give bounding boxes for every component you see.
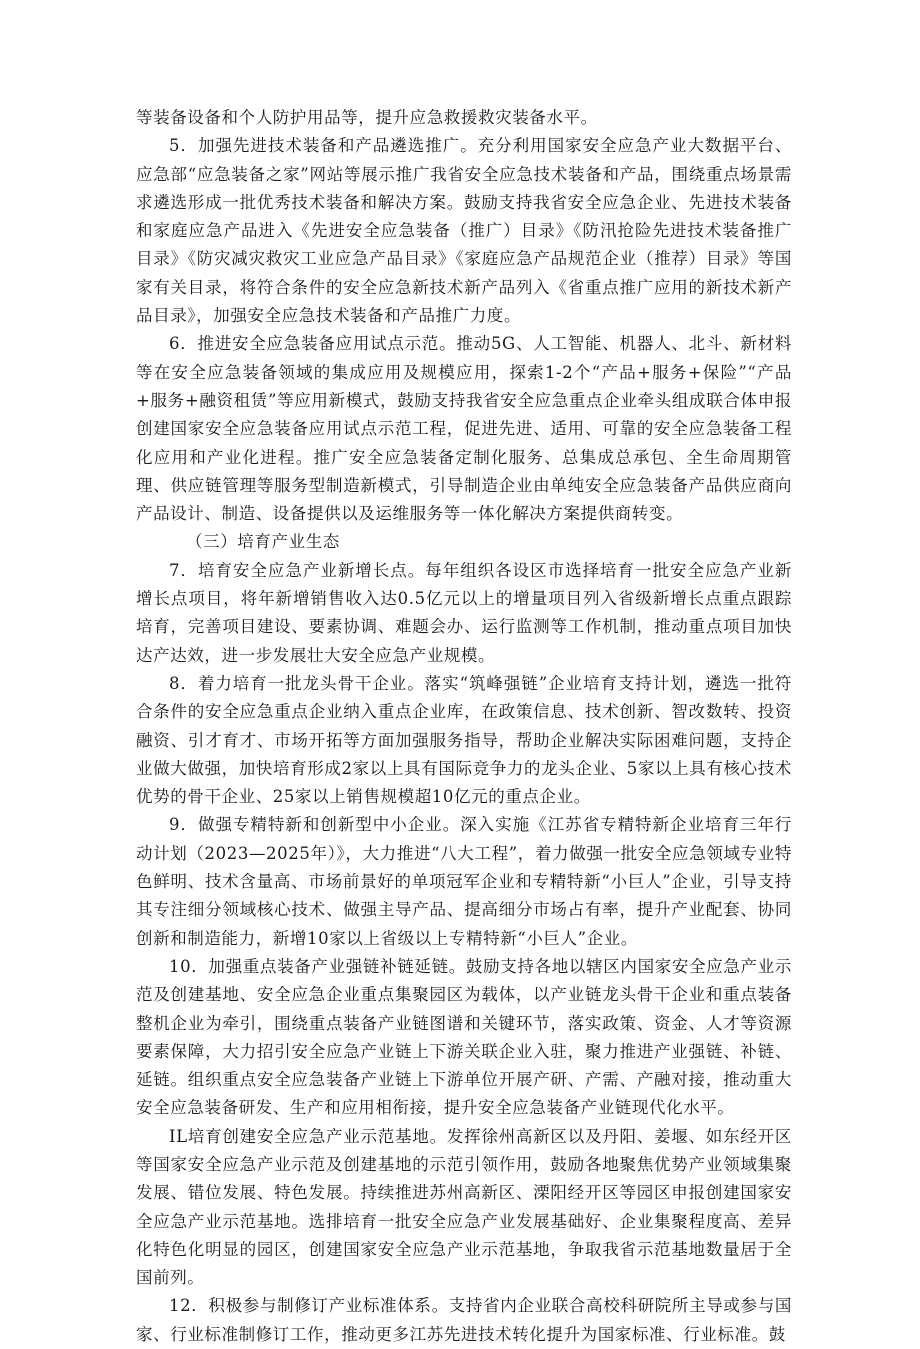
paragraph-item-7-growth-points: 7．培育安全应急产业新增长点。每年组织各设区市选择培育一批安全应急产业新增长点项目，将年新增销售收入达0.5亿元以上的增量项目列入省级新增长点重点跟踪培育，完善项目建设、要素协调、难题会办、运行监测等工作机制，推动重点项目加快达产达效，进一步发展壮大安全应急产业规模。 — [136, 560, 792, 665]
paragraph-item-8-leading-enterprises: 8．着力培育一批龙头骨干企业。落实“筑峰强链”企业培育支持计划，遴选一批符合条件的安全应急重点企业纳入重点企业库，在政策信息、技术创新、智改数转、投资融资、引才育才、市场开拓等方面加强服务指导，帮助企业解决实际困难问题，支持企业做大做强，加快培育形成2家以上具有国际竞争力的龙头企业、5家以上具有核心技术优势的骨干企业、25家以上销售规模超10亿元的重点企业。 — [136, 673, 792, 807]
paragraph-item-10-industry-chain: 10．加强重点装备产业强链补链延链。鼓励支持各地以辖区内国家安全应急产业示范及创建基地、安全应急企业重点集聚园区为载体，以产业链龙头骨干企业和重点装备整机企业为牵引，围绕重点装备产业链图谱和关键环节，落实政策、资金、人才等资源要素保障，大力招引安全应急产业链上下游关联企业入驻，聚力推进产业强链、补链、延链。组织重点安全应急装备产业链上下游单位开展产研、产需、产融对接，推动重大安全应急装备研发、生产和应用相衔接，提升安全应急装备产业链现代化水平。 — [136, 956, 792, 1118]
paragraph-item-12-standards: 12．积极参与制修订产业标准体系。支持省内企业联合高校科研院所主导或参与国家、行业标准制修订工作，推动更多江苏先进技术转化提升为国家标准、行业标准。鼓 — [136, 1296, 792, 1344]
paragraph-equipment-level: 等装备设备和个人防护用品等，提升应急救援救灾装备水平。 — [136, 108, 598, 127]
document-page — [136, 104, 792, 1349]
section-heading-industry-ecology: （三）培育产业生态 — [186, 532, 340, 552]
paragraph-item-5-technology-promotion: 5．加强先进技术装备和产品遴选推广。充分利用国家安全应急产业大数据平台、应急部“应急装备之家”网站等展示推广我省安全应急技术装备和产品，围绕重点场景需求遴选形成一批优秀技术装备和解决方案。鼓励支持我省安全应急企业、先进技术装备和家庭应急产品进入《先进安全应急装备（推广）目录》《防汛抢险先进技术装备推广目录》《防灾减灾救灾工业应急产品目录》《家庭应急产品规范企业（推荐）目录》等国家有关目录，将符合条件的安全应急新技术新产品列入《省重点推广应用的新技术新产品目录》，加强安全应急技术装备和产品推广力度。 — [136, 136, 792, 326]
paragraph-item-6-application-pilot: 6．推进安全应急装备应用试点示范。推动5G、人工智能、机器人、北斗、新材料等在安全应急装备领域的集成应用及规模应用，探索1-2个“产品+服务+保险”“产品+服务+融资租赁”等应用新模式，鼓励支持我省安全应急重点企业牵头组成联合体申报创建国家安全应急装备应用试点示范工程，促进先进、适用、可靠的安全应急装备工程化应用和产业化进程。推广安全应急装备定制化服务、总集成总承包、全生命周期管理、供应链管理等服务型制造新模式，引导制造企业由单纯安全应急装备产品供应商向产品设计、制造、设备提供以及运维服务等一体化解决方案提供商转变。 — [136, 334, 792, 524]
paragraph-item-9-specialized-smes: 9．做强专精特新和创新型中小企业。深入实施《江苏省专精特新企业培育三年行动计划（2023—2025年）》，大力推进“八大工程”，着力做强一批安全应急领域专业特色鲜明、技术含量高、市场前景好的单项冠军企业和专精特新“小巨人”企业，引导支持其专注细分领域核心技术、做强主导产品、提高细分市场占有率，提升产业配套、协同创新和制造能力，新增10家以上省级以上专精特新“小巨人”企业。 — [136, 815, 792, 948]
paragraph-item-11-demonstration-base: IL培育创建安全应急产业示范基地。发挥徐州高新区以及丹阳、姜堰、如东经开区等国家安全应急产业示范及创建基地的示范引领作用，鼓励各地聚焦优势产业领域集聚发展、错位发展、特色发展。持续推进苏州高新区、溧阳经开区等园区申报创建国家安全应急产业示范基地。选排培育一批安全应急产业发展基础好、企业集聚程度高、差异化特色化明显的园区，创建国家安全应急产业示范基地，争取我省示范基地数量居于全国前列。 — [136, 1126, 792, 1288]
